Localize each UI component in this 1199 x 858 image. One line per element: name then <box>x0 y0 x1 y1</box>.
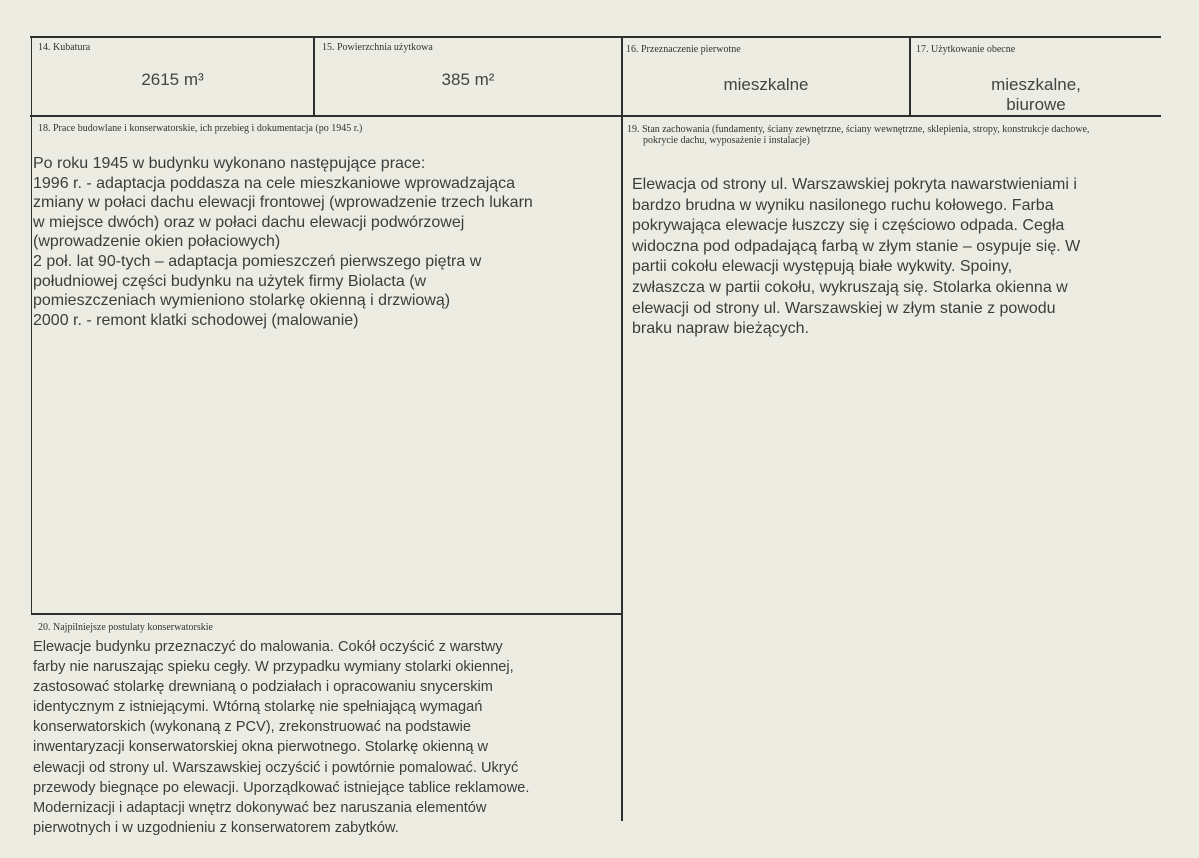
field-17-value <box>911 75 1161 115</box>
field-17-value-line: mieszkalne, <box>991 75 1081 94</box>
text-line: konserwatorskich (wykonaną z PCV), zrekonstruować na podstawie <box>33 719 472 736</box>
section-20-divider <box>31 613 623 615</box>
text-line: południowej części budynku na użytek firmy Biolacta (w <box>33 272 427 290</box>
text-line: Modernizacji i adaptacji wnętrz dokonywać bez naruszania elementów <box>33 799 487 816</box>
text-line: Po roku 1945 w budynku wykonano następujące prace: <box>33 155 426 172</box>
row-divider <box>30 115 1161 117</box>
field-19-label-line: pokrycie dachu, wyposażenie i instalacje) <box>643 135 810 146</box>
field-15-label: 15. Powierzchnia użytkowa <box>322 42 433 53</box>
text-line: braku napraw bieżących. <box>632 320 809 338</box>
text-line: pomieszczeniach wymieniono stolarkę okienną i drzwiową) <box>33 292 451 310</box>
text-line: Elewacje budynku przeznaczyć do malowania. Cokół oczyścić z warstwy <box>33 639 503 655</box>
text-line: 2000 r. - remont klatki schodowej (malowanie) <box>33 311 359 329</box>
field-16-value: mieszkalne <box>723 75 809 94</box>
text-line: widoczna pod odpadającą farbą w złym stanie – osypuje się. W <box>632 237 1081 255</box>
text-line: (wprowadzenie okien połaciowych) <box>33 233 281 251</box>
text-line: 2 poł. lat 90-tych – adaptacja pomieszczeń pierwszego piętra w <box>33 252 482 270</box>
field-18-label: 18. Prace budowlane i konserwatorskie, ich przebieg i dokumentacja (po 1945 r.) <box>38 123 363 134</box>
text-line: zwłaszcza w partii cokołu, wykruszają się. Stolarka okienna w <box>632 278 1068 296</box>
field-19-text <box>632 175 1080 340</box>
left-border <box>31 36 32 614</box>
text-line: przewody biegnące po elewacji. Uporządkować istniejące tablice reklamowe. <box>33 779 530 796</box>
field-20-label: 20. Najpilniejsze postulaty konserwatorskie <box>38 622 213 633</box>
text-line: 1996 r. - adaptacja poddasza na cele mieszkaniowe wprowadzająca <box>33 174 516 192</box>
text-line: Elewacja od strony ul. Warszawskiej pokryta nawarstwieniami i <box>632 176 1077 193</box>
text-line: zmiany w połaci dachu elewacji frontowej (wprowadzenie trzech lukarn <box>33 194 533 212</box>
text-line: zastosować stolarkę drewnianą o podziałach i opracowaniu snycerskim <box>33 679 493 696</box>
text-line: partii cokołu elewacji występują białe wykwity. Spoiny, <box>632 258 1013 276</box>
text-line: pierwotnych i w uzgodnieniu z konserwatorem zabytków. <box>33 819 399 836</box>
text-line: farby nie naruszając spieku cegły. W przypadku wymiany stolarki okiennej, <box>33 659 514 676</box>
top-border <box>30 36 1161 38</box>
col-divider-2 <box>621 36 623 821</box>
field-17-label: 17. Użytkowanie obecne <box>916 44 1016 55</box>
field-14-label: 14. Kubatura <box>38 42 91 53</box>
text-line: w miejsce dwóch) oraz w połaci dachu elewacji podwórzowej <box>33 213 465 231</box>
field-20-text <box>33 637 529 838</box>
text-line: identycznym z istniejącymi. Wtórną stolarkę nie spełniającą wymagań <box>33 699 483 716</box>
field-19-label-line: 19. Stan zachowania (fundamenty, ściany zewnętrzne, ściany wewnętrzne, sklepienia, stropy, konstrukcje dachowe, <box>627 124 1090 135</box>
field-18-text <box>33 154 533 330</box>
text-line: bardzo brudna w wyniku nasilonego ruchu kołowego. Farba <box>632 196 1054 214</box>
field-15-value: 385 m² <box>441 70 495 89</box>
text-line: pokrywająca elewacje łuszczy się i częściowo odpada. Cegła <box>632 217 1065 235</box>
field-19-label <box>627 124 1089 146</box>
text-line: inwentaryzacji konserwatorskiej okna pierwotnego. Stolarkę okienną w <box>33 739 489 756</box>
field-17-value-line: biurowe <box>1006 95 1066 114</box>
text-line: elewacji od strony ul. Warszawskiej oczyścić i powtórnie pomalować. Ukryć <box>33 759 519 776</box>
text-line: elewacji od strony ul. Warszawskiej w złym stanie z powodu <box>632 299 1056 317</box>
field-16-label: 16. Przeznaczenie pierwotne <box>626 44 741 55</box>
field-14-value: 2615 m³ <box>141 70 204 89</box>
